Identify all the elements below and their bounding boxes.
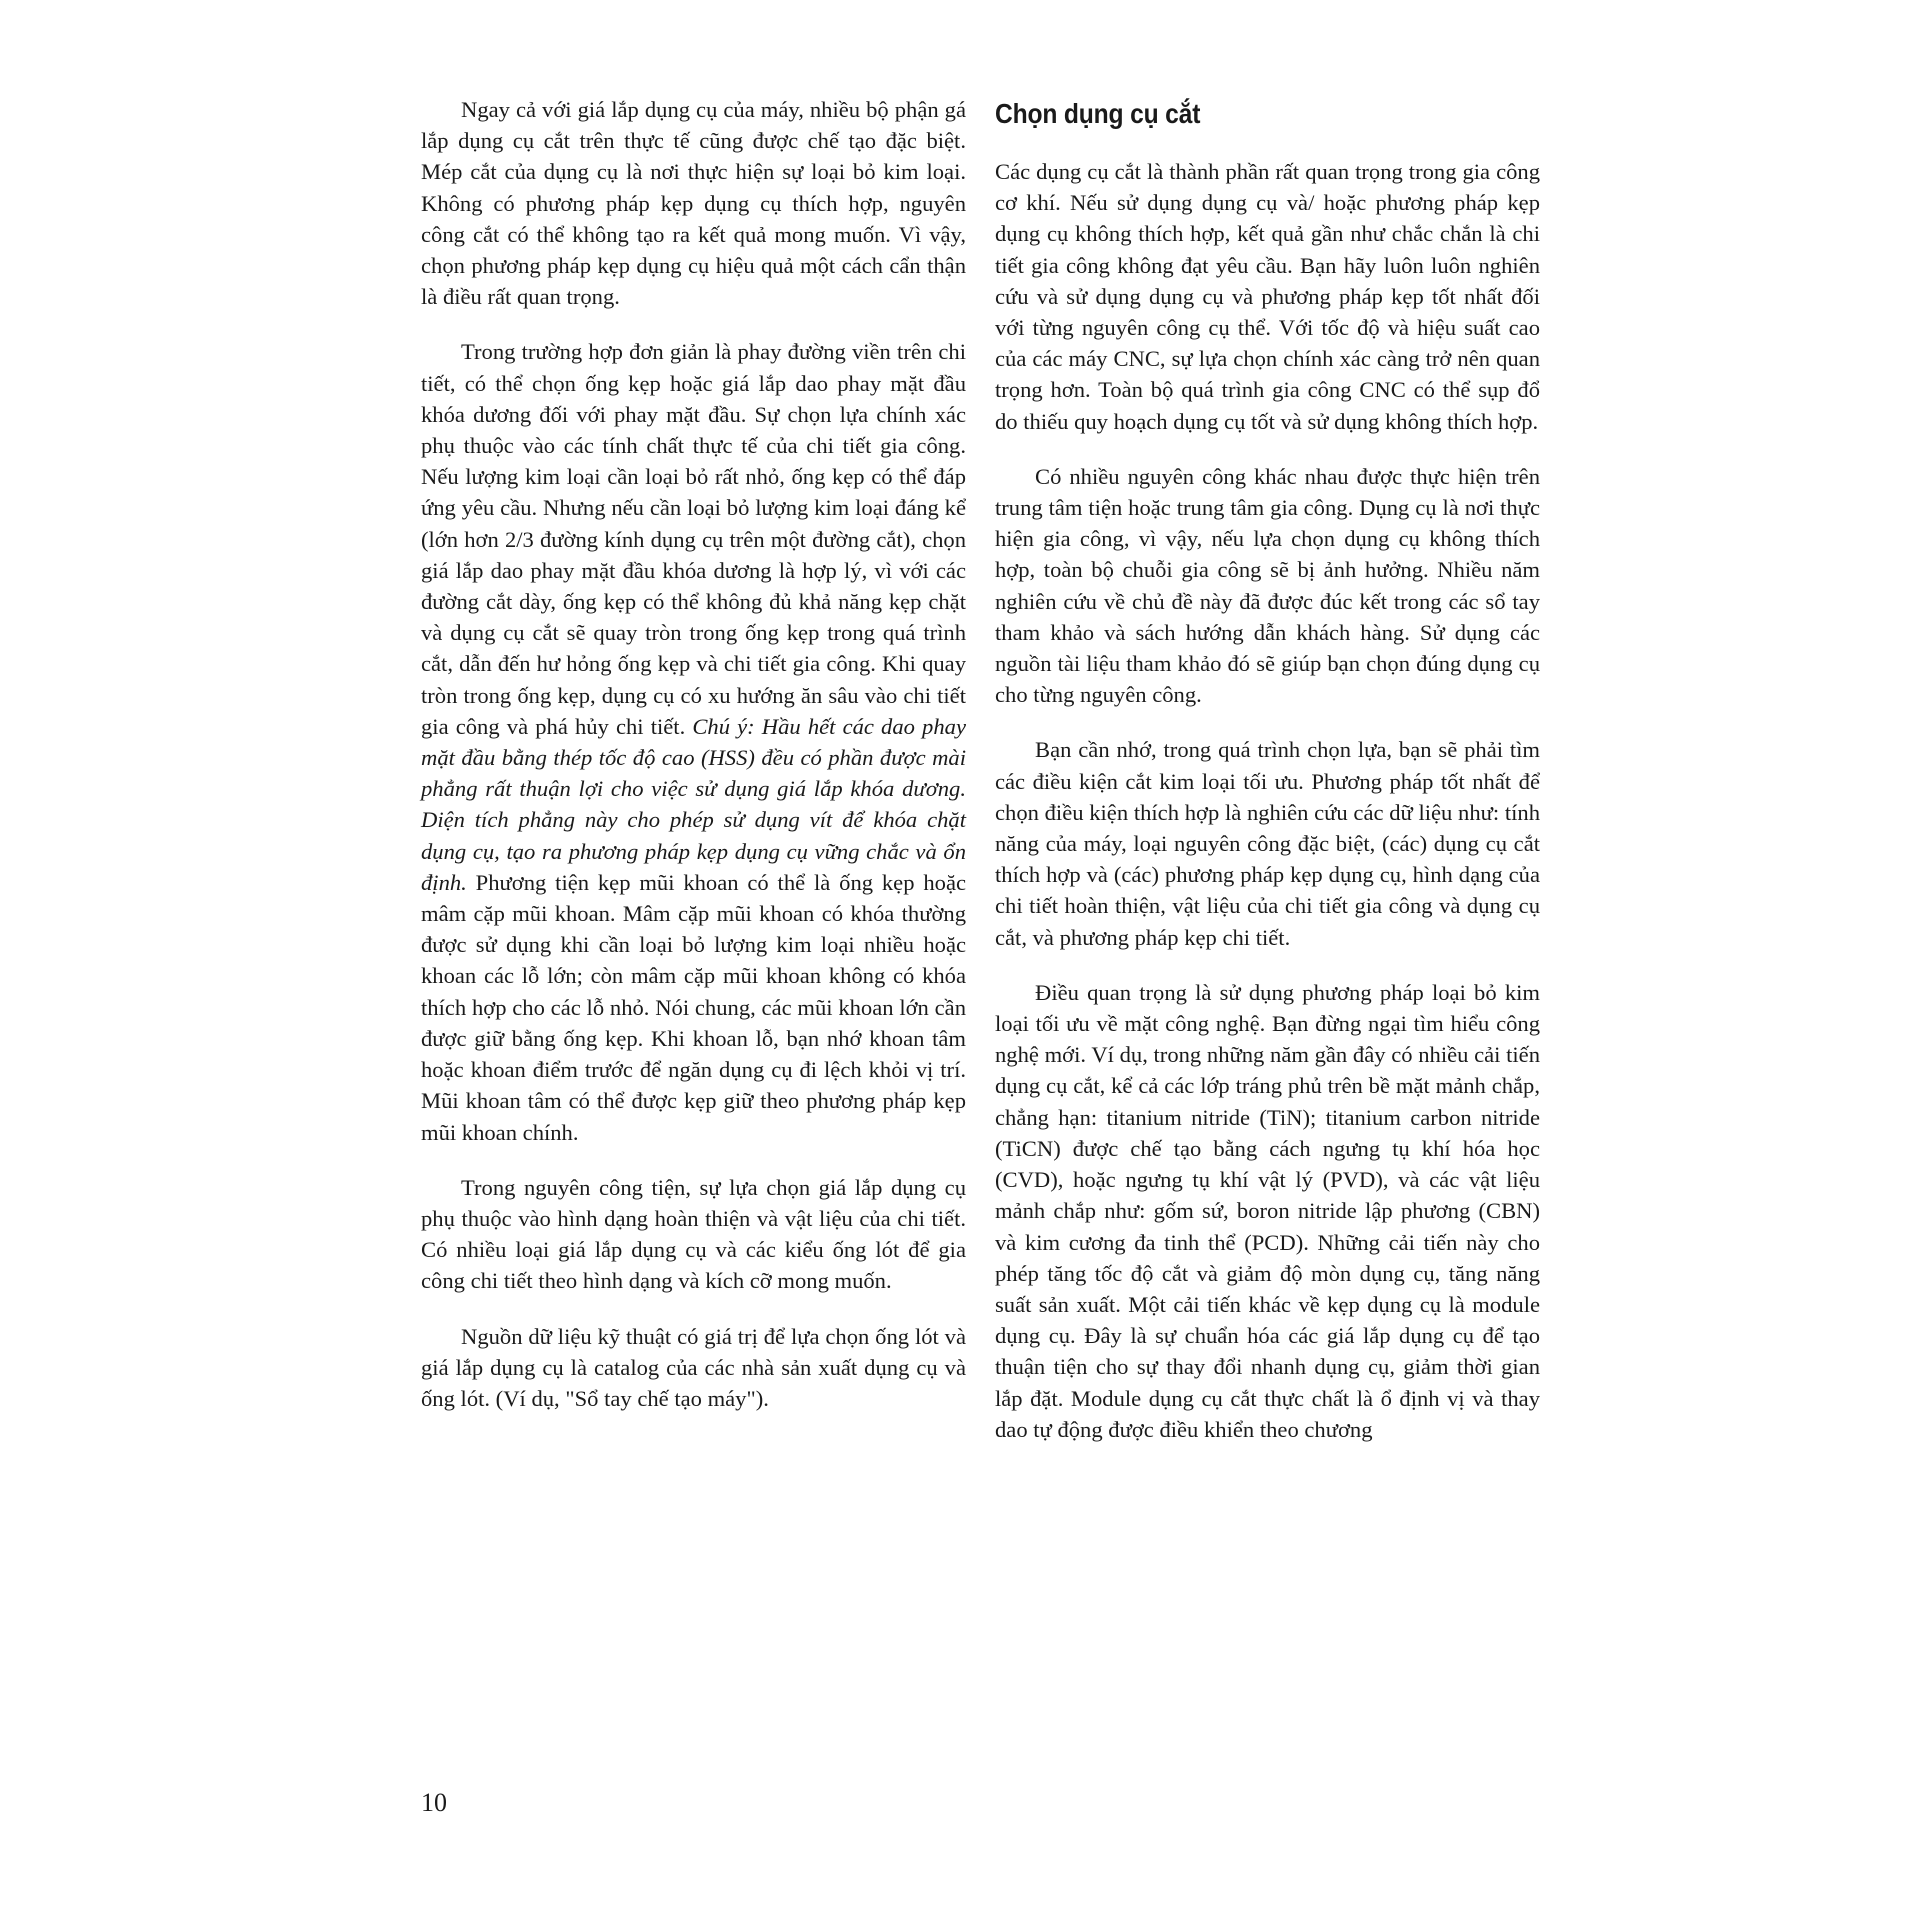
- section-heading: Chọn dụng cụ cắt: [995, 98, 1201, 129]
- paragraph-new-technology: Điều quan trọng là sử dụng phương pháp loại bỏ kim loại tối ưu về mặt công nghệ. Bạn đừng ngại tìm hiểu công nghệ mới. Ví dụ, trong những năm gần đây có nhiều cải tiến dụng cụ cắt, kể cả các lớp tráng phủ trên bề mặt mảnh chắp, chẳng hạn: titanium nitride (TiN); titanium carbon nitride (TiCN) được chế tạo bằng cách ngưng tụ khí hóa học (CVD), hoặc ngưng tụ khí vật lý (PVD), và các vật liệu mảnh chắp như: gốm sứ, boron nitride lập phương (CBN) và kim cương đa tinh thể (PCD). Những cải tiến này cho phép tăng tốc độ cắt và giảm độ mòn dụng cụ, tăng năng suất sản xuất. Một cải tiến khác về kẹp dụng cụ là module dụng cụ. Đây là sự chuẩn hóa các giá lắp dụng cụ để tạo thuận tiện cho sự thay đổi nhanh dụng cụ, giảm thời gian lắp đặt. Module dụng cụ cắt thực chất là ổ định vị và thay dao tự động được điều khiển theo chương: [995, 979, 1540, 1442]
- paragraph-tool-holders: Ngay cả với giá lắp dụng cụ của máy, nhiều bộ phận gá lắp dụng cụ cắt trên thực tế cũng được chế tạo đặc biệt. Mép cắt của dụng cụ là nơi thực hiện sự loại bỏ kim loại. Không có phương pháp kẹp dụng cụ thích hợp, nguyên công cắt có thể không tạo ra kết quả mong muốn. Vì vậy, chọn phương pháp kẹp dụng cụ hiệu quả một cách cẩn thận là điều rất quan trọng.: [421, 97, 966, 310]
- paragraph-text: Phương tiện kẹp mũi khoan có thể là ống kẹp hoặc mâm cặp mũi khoan. Mâm cặp mũi khoan có khóa thường được sử dụng khi cần loại bỏ lượng kim loại nhiều hoặc khoan các lỗ lớn; còn mâm cặp mũi khoan không có khóa thích hợp cho các lỗ nhỏ. Nói chung, các mũi khoan lớn cần được giữ bằng ống kẹp. Khi khoan lỗ, bạn nhớ khoan tâm hoặc khoan điểm trước để ngăn dụng cụ đi lệch khỏi vị trí. Mũi khoan tâm có thể được kẹp giữ theo phương pháp kẹp mũi khoan chính.: [421, 869, 966, 1145]
- note-text: Chú ý: Hầu hết các dao phay mặt đầu bằng thép tốc độ cao (HSS) đều có phần được mài phẳng rất thuận lợi cho việc sử dụng giá lắp khóa dương. Diện tích phẳng này cho phép sử dụng vít để khóa chặt dụng cụ, tạo ra phương pháp kẹp dụng cụ vững chắc và ổn định.: [421, 713, 966, 895]
- paragraph-milling-drilling: [421, 336, 966, 1147]
- paragraph-text: Trong trường hợp đơn giản là phay đường viền trên chi tiết, có thể chọn ống kẹp hoặc giá lắp dao phay mặt đầu khóa dương đối với phay mặt đầu. Sự chọn lựa chính xác phụ thuộc vào các tính chất thực tế của chi tiết gia công. Nếu lượng kim loại cần loại bỏ rất nhỏ, ống kẹp có thể đáp ứng yêu cầu. Nhưng nếu cần loại bỏ lượng kim loại đáng kể (lớn hơn 2/3 đường kính dụng cụ trên một đường cắt), chọn giá lắp dao phay mặt đầu khóa dương là hợp lý, vì với các đường cắt dày, ống kẹp có thể không đủ khả năng kẹp chặt và dụng cụ cắt sẽ quay tròn trong ống kẹp trong quá trình cắt, dẫn đến hư hỏng ống kẹp và chi tiết gia công. Khi quay tròn trong ống kẹp, dụng cụ có xu hướng ăn sâu vào chi tiết gia công và phá hủy chi tiết.: [421, 339, 966, 739]
- right-column: [995, 94, 1540, 1469]
- paragraph-cutting-conditions: Bạn cần nhớ, trong quá trình chọn lựa, bạn sẽ phải tìm các điều kiện cắt kim loại tối ưu. Phương pháp tốt nhất để chọn điều kiện thích hợp là nghiên cứu các dữ liệu như: tính năng của máy, loại nguyên công đặc biệt, (các) dụng cụ cắt thích hợp và (các) phương pháp kẹp dụng cụ, hình dạng của chi tiết hoàn thiện, vật liệu của chi tiết gia công và dụng cụ cắt, và phương pháp kẹp chi tiết.: [995, 737, 1540, 950]
- paragraph-operations: Có nhiều nguyên công khác nhau được thực hiện trên trung tâm tiện hoặc trung tâm gia công. Dụng cụ là nơi thực hiện gia công, vì vậy, nếu lựa chọn dụng cụ không thích hợp, toàn bộ chuỗi gia công sẽ bị ảnh hưởng. Nhiều năm nghiên cứu về chủ đề này đã được đúc kết trong các sổ tay tham khảo và sách hướng dẫn khách hàng. Sử dụng các nguồn tài liệu tham khảo đó sẽ giúp bạn chọn đúng dụng cụ cho từng nguyên công.: [995, 463, 1540, 708]
- paragraph-technical-sources: Nguồn dữ liệu kỹ thuật có giá trị để lựa chọn ống lót và giá lắp dụng cụ là catalog của các nhà sản xuất dụng cụ và ống lót. (Ví dụ, "Sổ tay chế tạo máy").: [421, 1323, 966, 1411]
- paragraph-cutting-tools-intro: Các dụng cụ cắt là thành phần rất quan trọng trong gia công cơ khí. Nếu sử dụng dụng cụ và/ hoặc phương pháp kẹp dụng cụ không thích hợp, kết quả gần như chắc chắn là chi tiết gia công không đạt yêu cầu. Bạn hãy luôn luôn nghiên cứu và sử dụng dụng cụ và phương pháp kẹp tốt nhất đối với từng nguyên công cụ thể. Với tốc độ và hiệu suất cao của các máy CNC, sự lựa chọn chính xác càng trở nên quan trọng hơn. Toàn bộ quá trình gia công CNC có thể sụp đổ do thiếu quy hoạch dụng cụ tốt và sử dụng không thích hợp.: [995, 159, 1540, 434]
- page-number: 10: [421, 1788, 447, 1817]
- paragraph-turning: Trong nguyên công tiện, sự lựa chọn giá lắp dụng cụ phụ thuộc vào hình dạng hoàn thiện và vật liệu của chi tiết. Có nhiều loại giá lắp dụng cụ và các kiểu ống lót để gia công chi tiết theo hình dạng và kích cỡ mong muốn.: [421, 1174, 966, 1294]
- left-column: [421, 94, 966, 1438]
